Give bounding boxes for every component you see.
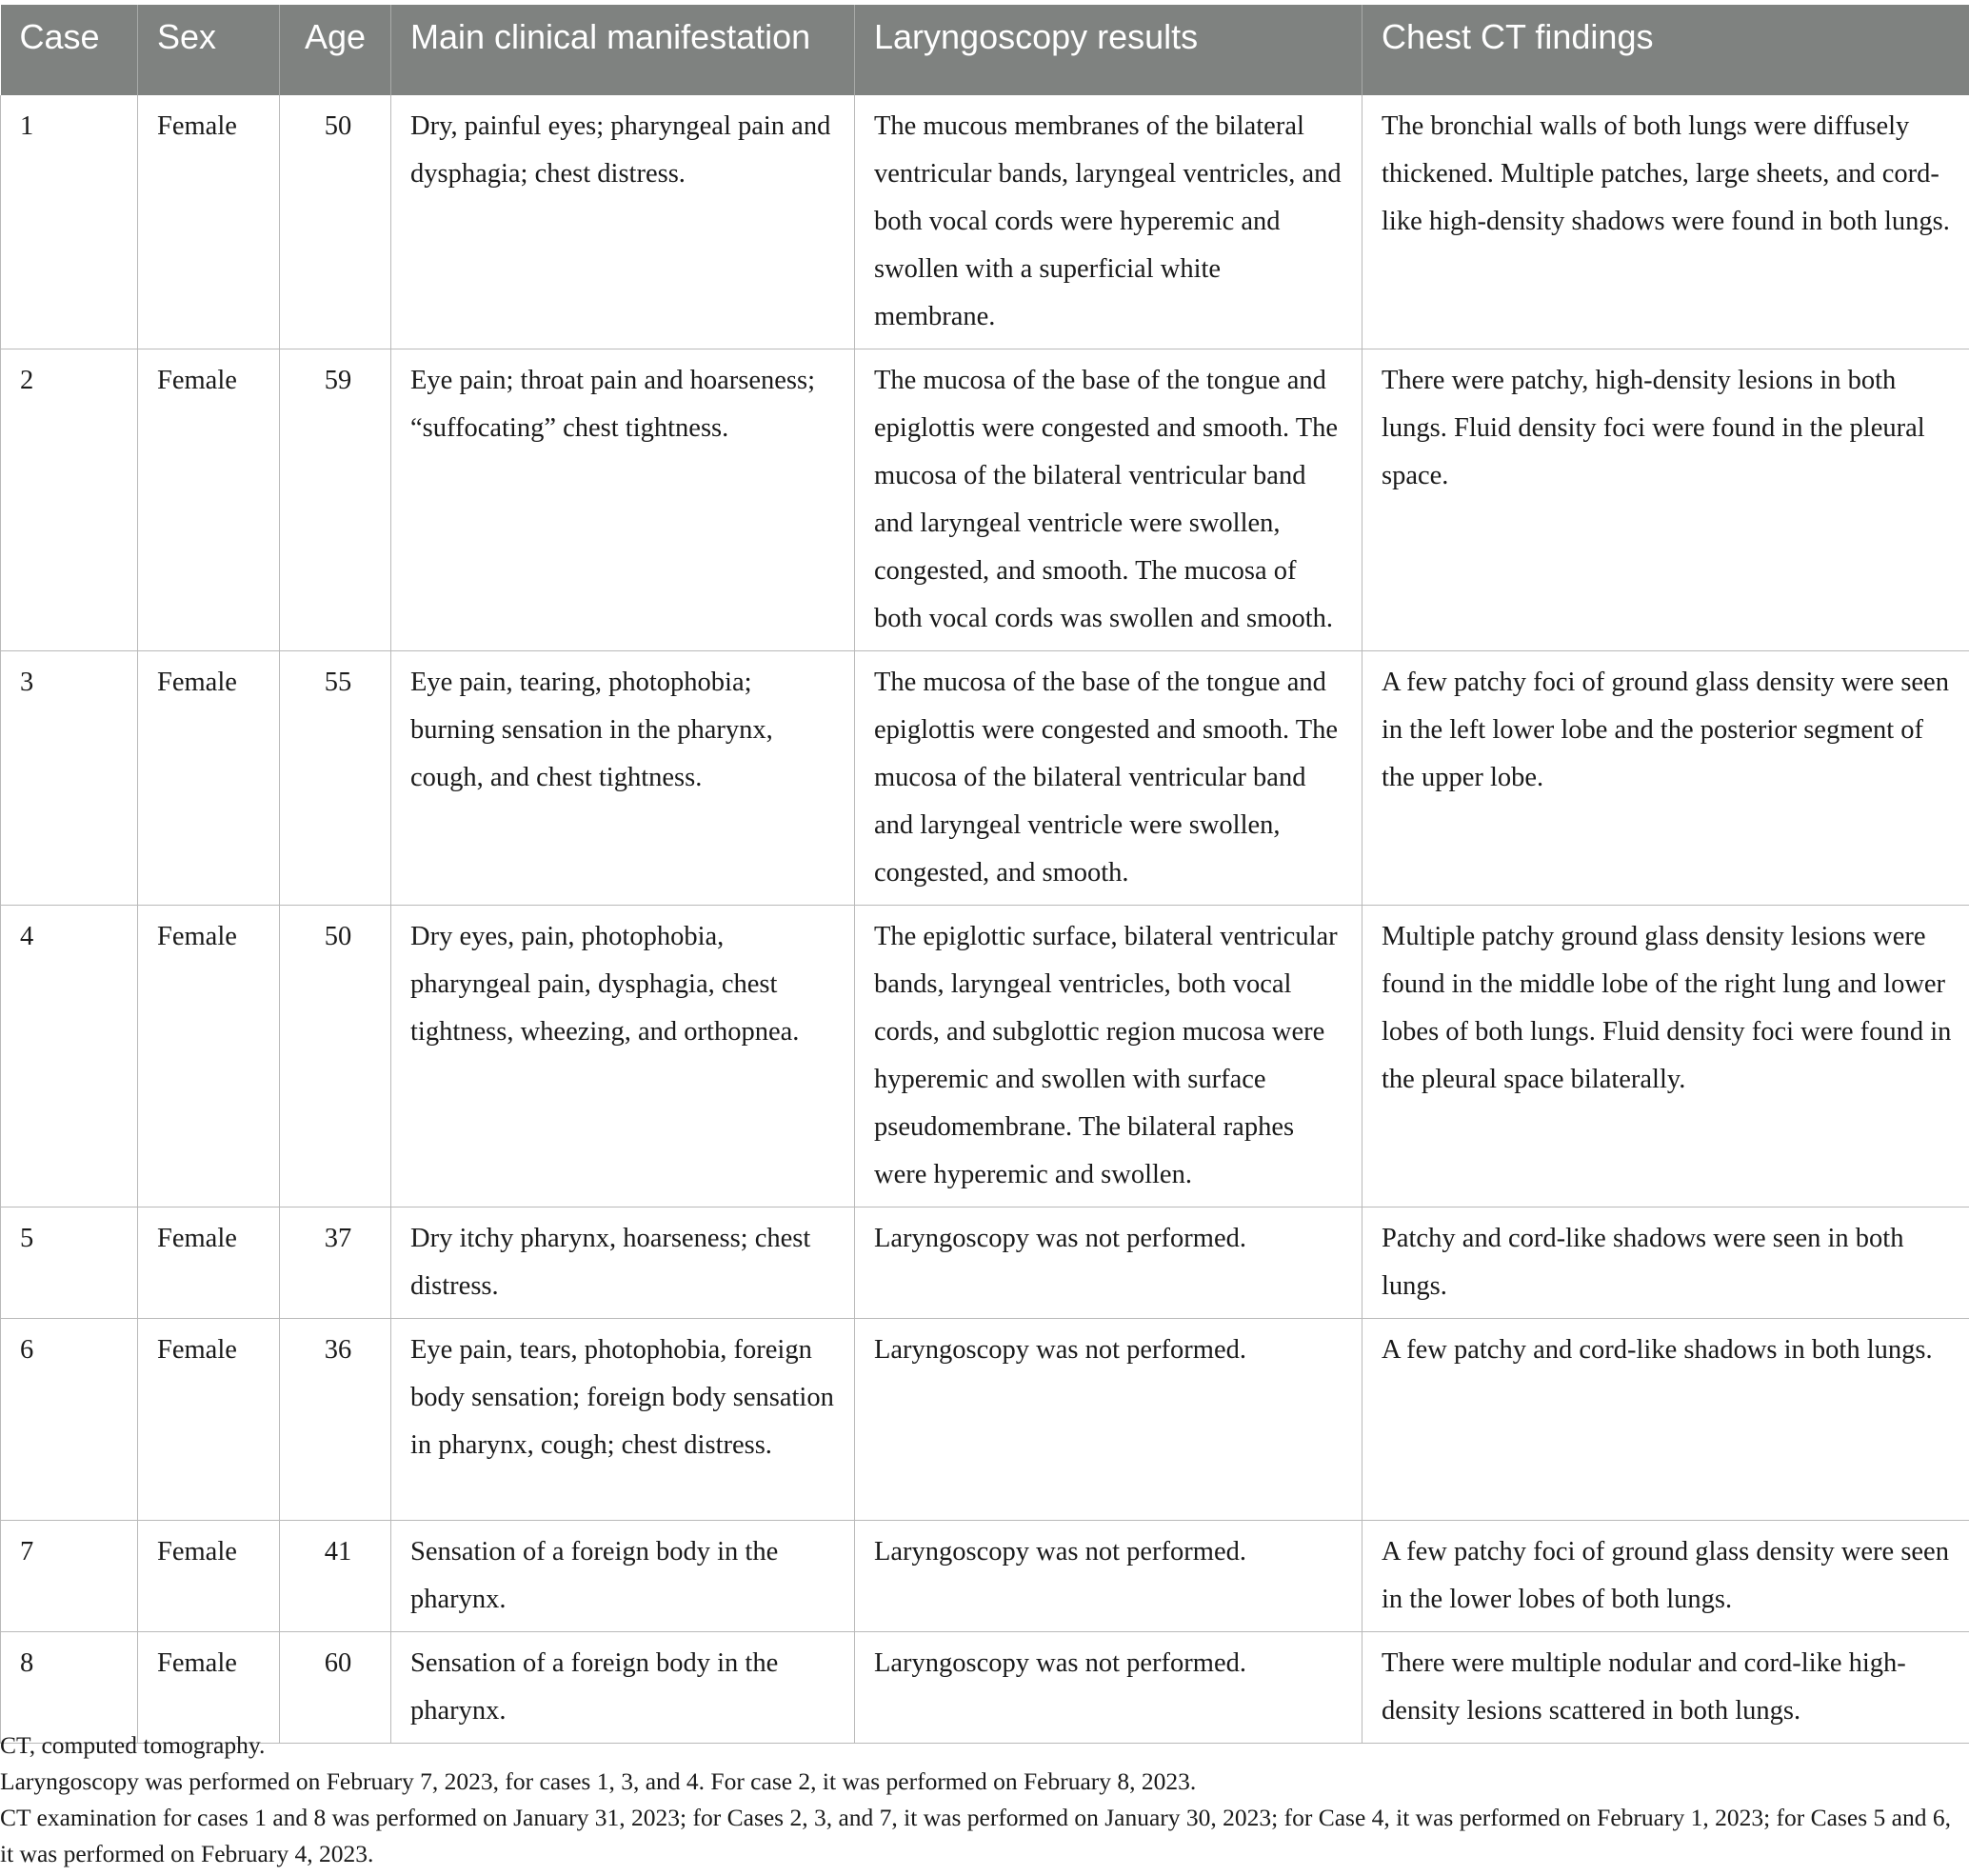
clinical-findings-table-container: [0, 5, 1969, 1744]
table-row: [1, 1319, 1969, 1521]
cell-chest-ct: Multiple patchy ground glass density lesions were found in the middle lobe of the right lung and lower lobes of both lungs. Fluid density foci were found in the pleural space bilaterally.: [1362, 906, 1969, 1207]
cell-age: 50: [280, 95, 391, 349]
cell-laryngoscopy: Laryngoscopy was not performed.: [855, 1632, 1362, 1744]
cell-manifestation: Sensation of a foreign body in the pharynx.: [391, 1632, 855, 1744]
cell-sex: Female: [138, 1207, 280, 1319]
cell-case: 2: [1, 349, 138, 651]
cell-laryngoscopy: Laryngoscopy was not performed.: [855, 1207, 1362, 1319]
table-row: [1, 349, 1969, 651]
cell-manifestation: Dry eyes, pain, photophobia, pharyngeal pain, dysphagia, chest tightness, wheezing, and orthopnea.: [391, 906, 855, 1207]
cell-case: 3: [1, 651, 138, 906]
table-row: [1, 95, 1969, 349]
header-sex: Sex: [138, 5, 280, 95]
footnote-laryngoscopy-dates: Laryngoscopy was performed on February 7, 2023, for cases 1, 3, and 4. For case 2, it was performed on February 8, 2023.: [0, 1767, 1197, 1795]
cell-laryngoscopy: Laryngoscopy was not performed.: [855, 1319, 1362, 1521]
cell-chest-ct: There were patchy, high-density lesions in both lungs. Fluid density foci were found in the pleural space.: [1362, 349, 1969, 651]
header-laryngoscopy-results: Laryngoscopy results: [855, 5, 1362, 95]
cell-laryngoscopy: The mucosa of the base of the tongue and epiglottis were congested and smooth. The mucosa of the bilateral ventricular band and laryngeal ventricle were swollen, congested, and smooth. The mucosa of both vocal cords was swollen and smooth.: [855, 349, 1362, 651]
cell-manifestation: Dry, painful eyes; pharyngeal pain and dysphagia; chest distress.: [391, 95, 855, 349]
cell-case: 6: [1, 1319, 138, 1521]
cell-age: 37: [280, 1207, 391, 1319]
table-row: [1, 1521, 1969, 1632]
cell-chest-ct: A few patchy foci of ground glass density were seen in the lower lobes of both lungs.: [1362, 1521, 1969, 1632]
cell-chest-ct: There were multiple nodular and cord-like high-density lesions scattered in both lungs.: [1362, 1632, 1969, 1744]
table-footnotes: [0, 1727, 1952, 1872]
cell-case: 8: [1, 1632, 138, 1744]
cell-laryngoscopy: The mucous membranes of the bilateral ventricular bands, laryngeal ventricles, and both vocal cords were hyperemic and swollen with a superficial white membrane.: [855, 95, 1362, 349]
cell-sex: Female: [138, 1632, 280, 1744]
header-row: [1, 5, 1969, 95]
cell-case: 7: [1, 1521, 138, 1632]
cell-manifestation: Sensation of a foreign body in the pharynx.: [391, 1521, 855, 1632]
cell-manifestation: Eye pain; throat pain and hoarseness; “suffocating” chest tightness.: [391, 349, 855, 651]
cell-age: 41: [280, 1521, 391, 1632]
cell-sex: Female: [138, 1521, 280, 1632]
cell-sex: Female: [138, 651, 280, 906]
cell-case: 4: [1, 906, 138, 1207]
cell-manifestation: Eye pain, tearing, photophobia; burning sensation in the pharynx, cough, and chest tightness.: [391, 651, 855, 906]
cell-case: 5: [1, 1207, 138, 1319]
cell-laryngoscopy: The epiglottic surface, bilateral ventricular bands, laryngeal ventricles, both vocal cords, and subglottic region mucosa were hyperemic and swollen with surface pseudomembrane. The bilateral raphes were hyperemic and swollen.: [855, 906, 1362, 1207]
cell-manifestation: Eye pain, tears, photophobia, foreign body sensation; foreign body sensation in pharynx, cough; chest distress.: [391, 1319, 855, 1521]
cell-age: 55: [280, 651, 391, 906]
table-row: [1, 1632, 1969, 1744]
cell-age: 50: [280, 906, 391, 1207]
header-chest-ct-findings: Chest CT findings: [1362, 5, 1969, 95]
cell-age: 60: [280, 1632, 391, 1744]
cell-chest-ct: A few patchy and cord-like shadows in both lungs.: [1362, 1319, 1969, 1521]
cell-sex: Female: [138, 349, 280, 651]
table-row: [1, 1207, 1969, 1319]
cell-sex: Female: [138, 906, 280, 1207]
table-row: [1, 906, 1969, 1207]
cell-laryngoscopy: The mucosa of the base of the tongue and epiglottis were congested and smooth. The mucosa of the bilateral ventricular band and laryngeal ventricle were swollen, congested, and smooth.: [855, 651, 1362, 906]
cell-chest-ct: A few patchy foci of ground glass density were seen in the left lower lobe and the posterior segment of the upper lobe.: [1362, 651, 1969, 906]
cell-chest-ct: Patchy and cord-like shadows were seen in both lungs.: [1362, 1207, 1969, 1319]
table-row: [1, 651, 1969, 906]
cell-age: 36: [280, 1319, 391, 1521]
cell-age: 59: [280, 349, 391, 651]
footnote-abbreviation: CT, computed tomography.: [0, 1731, 266, 1759]
clinical-findings-table: [0, 5, 1969, 1744]
cell-chest-ct: The bronchial walls of both lungs were diffusely thickened. Multiple patches, large sheets, and cord-like high-density shadows were found in both lungs.: [1362, 95, 1969, 349]
cell-sex: Female: [138, 95, 280, 349]
cell-case: 1: [1, 95, 138, 349]
table-body: [1, 95, 1969, 1744]
header-main-clinical-manifestation: Main clinical manifestation: [391, 5, 855, 95]
header-case: Case: [1, 5, 138, 95]
cell-laryngoscopy: Laryngoscopy was not performed.: [855, 1521, 1362, 1632]
table-header: [1, 5, 1969, 95]
cell-sex: Female: [138, 1319, 280, 1521]
cell-manifestation: Dry itchy pharynx, hoarseness; chest distress.: [391, 1207, 855, 1319]
footnote-ct-dates: CT examination for cases 1 and 8 was performed on January 31, 2023; for Cases 2, 3, and 7, it was performed on January 30, 2023; for Case 4, it was performed on February 1, 2023; for Cases 5 and 6, it was performed on February 4, 2023.: [0, 1804, 1951, 1867]
header-age: Age: [280, 5, 391, 95]
